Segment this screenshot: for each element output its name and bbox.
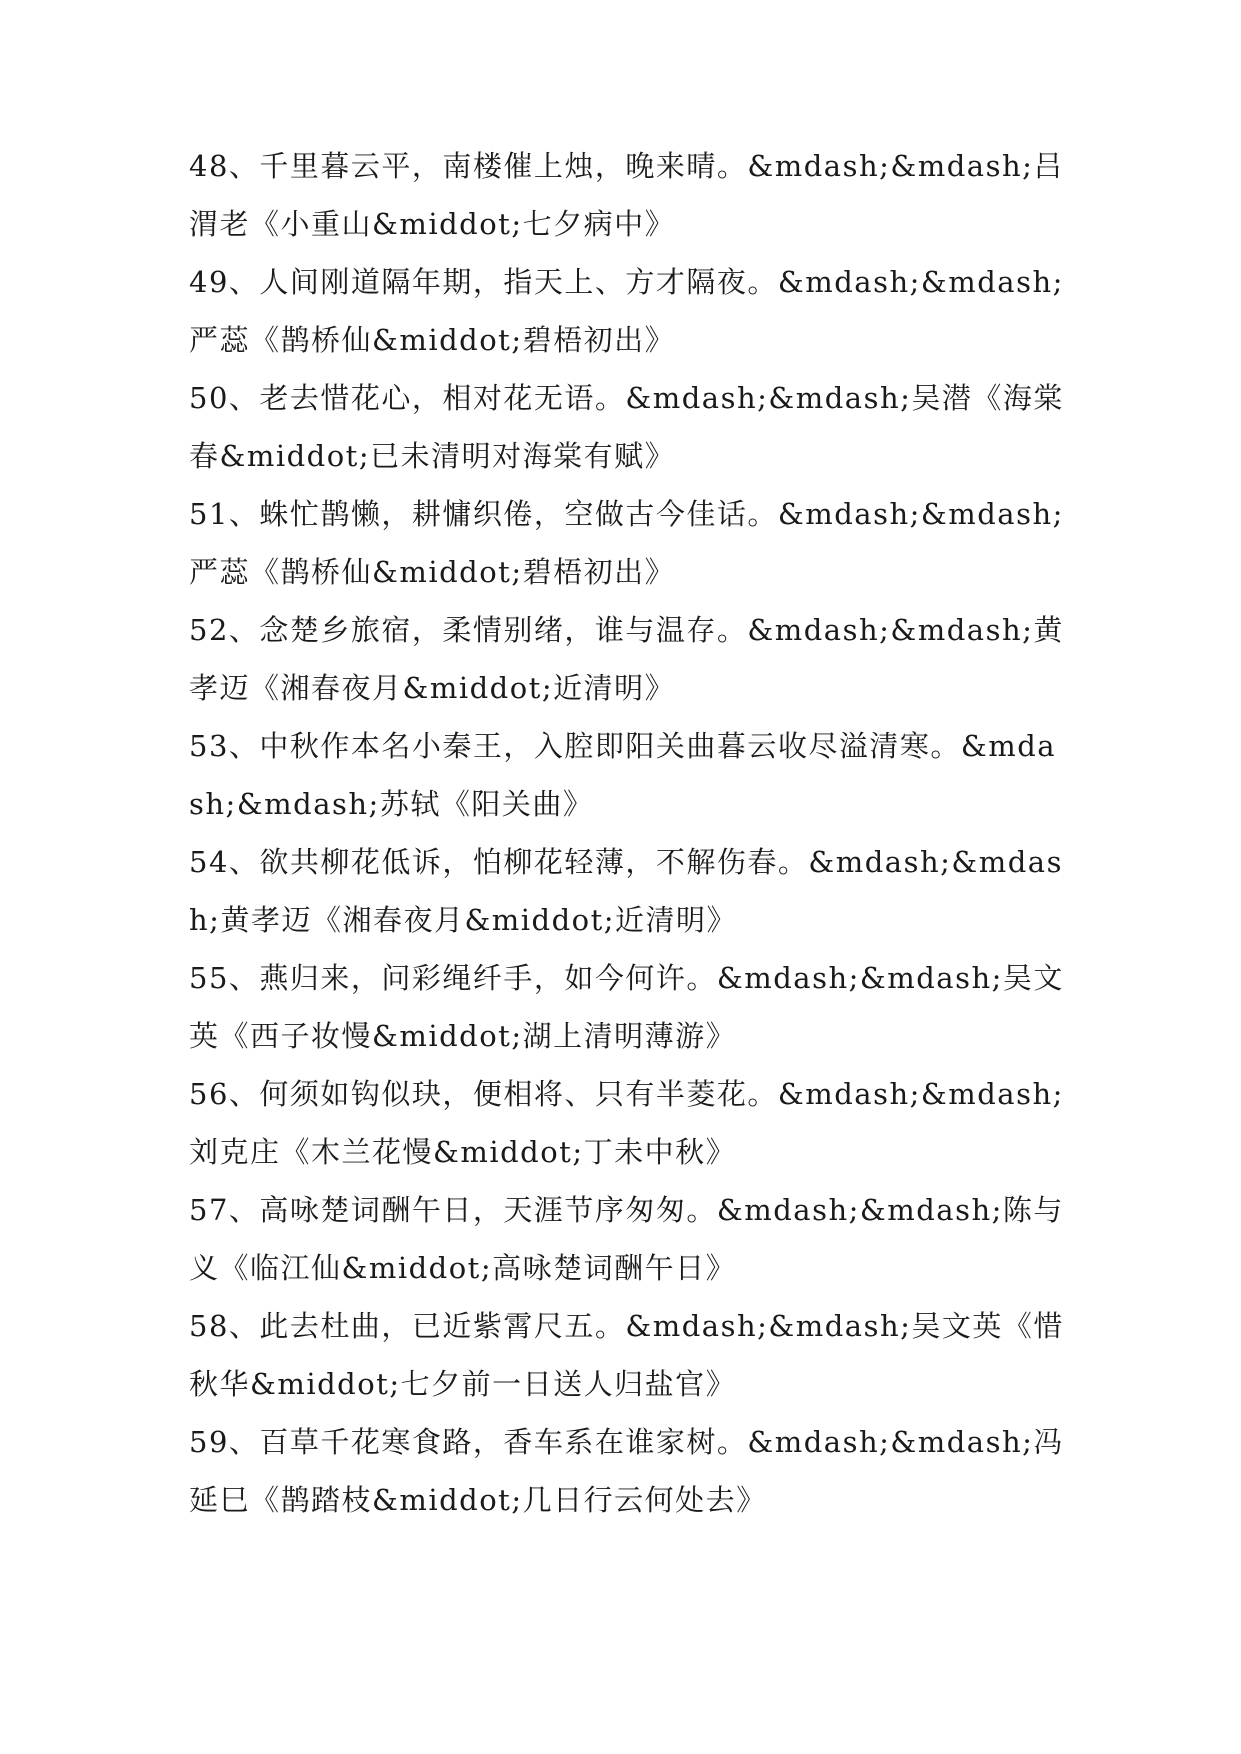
quote-entry-58: 58、此去杜曲，已近紫霄尺五。&mdash;&mdash;吴文英《惜秋华&middot;七夕前一日送人归盐官》 bbox=[189, 1309, 1064, 1401]
quote-entry-57: 57、高咏楚词酬午日，天涯节序匆匆。&mdash;&mdash;陈与义《临江仙&middot;高咏楚词酬午日》 bbox=[189, 1193, 1064, 1285]
quote-entry-54: 54、欲共柳花低诉，怕柳花轻薄，不解伤春。&mdash;&mdash;黄孝迈《湘春夜月&middot;近清明》 bbox=[189, 845, 1063, 937]
quote-entry-48: 48、千里暮云平，南楼催上烛，晚来晴。&mdash;&mdash;吕渭老《小重山&middot;七夕病中》 bbox=[189, 149, 1064, 241]
quote-entry-52: 52、念楚乡旅宿，柔情别绪，谁与温存。&mdash;&mdash;黄孝迈《湘春夜月&middot;近清明》 bbox=[189, 613, 1064, 705]
quote-entry-53: 53、中秋作本名小秦王，入腔即阳关曲暮云收尽溢清寒。&mdash;&mdash;苏轼《阳关曲》 bbox=[189, 729, 1057, 821]
quote-entry-59: 59、百草千花寒食路，香车系在谁家树。&mdash;&mdash;冯延巳《鹊踏枝&middot;几日行云何处去》 bbox=[189, 1425, 1064, 1517]
quote-entry-51: 51、蛛忙鹊懒，耕慵织倦，空做古今佳话。&mdash;&mdash;严蕊《鹊桥仙&middot;碧梧初出》 bbox=[189, 497, 1064, 589]
document-body bbox=[189, 137, 1069, 1529]
quote-entry-55: 55、燕归来，问彩绳纤手，如今何许。&mdash;&mdash;吴文英《西子妆慢&middot;湖上清明薄游》 bbox=[189, 961, 1064, 1053]
quote-entry-56: 56、何须如钩似玦，便相将、只有半菱花。&mdash;&mdash;刘克庄《木兰花慢&middot;丁未中秋》 bbox=[189, 1077, 1064, 1169]
quote-entry-50: 50、老去惜花心，相对花无语。&mdash;&mdash;吴潜《海棠春&middot;已未清明对海棠有赋》 bbox=[189, 381, 1064, 473]
quote-entry-49: 49、人间刚道隔年期，指天上、方才隔夜。&mdash;&mdash;严蕊《鹊桥仙&middot;碧梧初出》 bbox=[189, 265, 1064, 357]
